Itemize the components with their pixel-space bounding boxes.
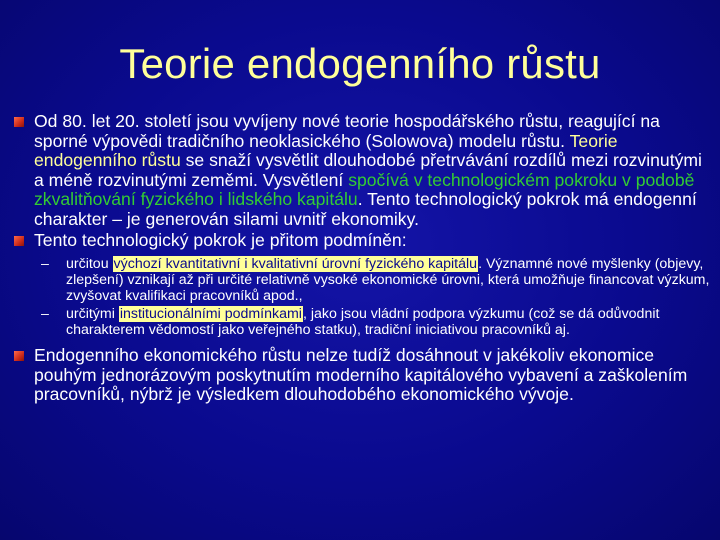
sub-item-1	[14, 256, 714, 304]
sub-1-text-b: . Významné nové myšlenky (objevy, zlepšení) vznikají až při určité relativně vysoké ekonomické úrovni, která umožňuje financovat výzkum, zvyšovat kvalifikaci pracovníků apod.,	[66, 256, 710, 305]
square-bullet-icon	[14, 236, 24, 246]
bullet-1-text-b: se snaží vysvětlit dlouhodobé přetrvávání rozdílů mezi rozvinutými a méně rozvinutými zeměmi. Vysvětlení	[34, 150, 702, 190]
sub-1-highlight: výchozí kvantitativní i kvalitativní úrovní fyzického kapitálu	[113, 256, 478, 273]
square-bullet-icon	[14, 117, 24, 127]
bullet-item-2	[14, 231, 714, 251]
bullet-3-text: Endogenního ekonomického růstu nelze tudíž dosáhnout v jakékoliv ekonomice pouhým jednorázovým poskytnutím moderního kapitálového vybavení a zaškolením pracovníků, nýbrž je výsledkem dlouhodobého ekonomického vývoje.	[34, 345, 688, 405]
bullet-1-highlight-theory: Teorie endogenního růstu	[34, 130, 618, 171]
slide-title: Teorie endogenního růstu	[119, 40, 601, 87]
bullet-item-1	[14, 112, 714, 230]
dash-bullet-icon: –	[41, 306, 49, 323]
square-bullet-icon	[14, 351, 24, 361]
dash-bullet-icon: –	[41, 256, 49, 273]
bullet-2-text: Tento technologický pokrok je přitom podmíněn:	[34, 229, 407, 250]
bullet-1-text-c: . Tento technologický pokrok má endogenní charakter – je generován silami uvnitř ekonomiky.	[34, 189, 697, 229]
slide-content	[14, 112, 714, 405]
bullet-item-3	[14, 346, 714, 405]
sub-1-text-a: určitou	[66, 256, 113, 273]
sub-2-text-b: , jako jsou vládní podpora výzkumu (což se dá odůvodnit charakterem vědomostí jako veřejného statku), tradiční iniciativou pracovníků aj.	[66, 306, 660, 339]
sub-2-highlight: institucionálními podmínkami	[119, 306, 302, 323]
bullet-1-highlight-progress: spočívá v technologickém pokroku v podobě zkvalitňování fyzického i lidského kapitálu	[34, 169, 695, 210]
sub-item-2	[14, 306, 714, 338]
bullet-1-text-a: Od 80. let 20. století jsou vyvíjeny nové teorie hospodářského růstu, reagující na sporné výpovědi tradičního neoklasického (Solowova) modelu růstu.	[34, 111, 660, 151]
sub-2-text-a: určitými	[66, 306, 119, 323]
